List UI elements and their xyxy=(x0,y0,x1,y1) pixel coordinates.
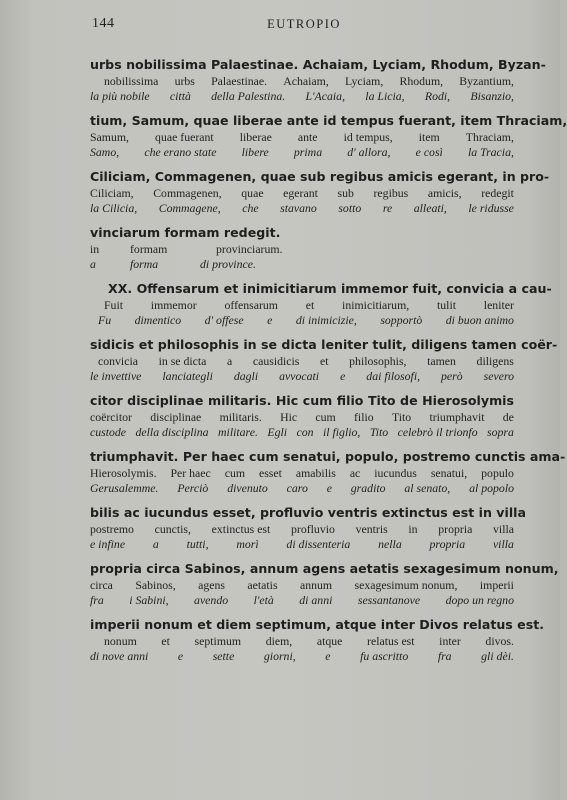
translation-word: dopo un regno xyxy=(445,593,514,607)
italian-line xyxy=(90,649,514,664)
latin-line: imperii nonum et diem septimum, atque inter Divos relatus est. xyxy=(90,617,545,632)
running-title: EUTROPIO xyxy=(267,17,341,31)
page-number: 144 xyxy=(92,16,115,31)
translation-word: dai filosofi, xyxy=(366,369,421,383)
gloss-word: postremo xyxy=(90,522,134,536)
gloss-word: Hic xyxy=(280,410,298,424)
translation-word: sette xyxy=(212,649,235,663)
gloss-word: disciplinae xyxy=(150,410,202,424)
translation-word: sopportò xyxy=(380,313,423,327)
translation-word: prima xyxy=(293,145,323,159)
gloss-word: circa xyxy=(90,578,113,592)
translation-word: i Sabini, xyxy=(129,593,169,607)
italian-line xyxy=(90,89,514,104)
gloss-word: Rhodum, xyxy=(399,74,444,88)
word-order-line xyxy=(90,634,514,649)
gloss-word: Per haec xyxy=(170,466,211,480)
gloss-word: agens xyxy=(198,578,225,592)
word-order-line xyxy=(90,354,514,369)
gloss-word: cum xyxy=(315,410,336,424)
italian-line xyxy=(90,593,514,608)
translation-word: fu ascritto xyxy=(360,649,409,663)
text-block-2 xyxy=(90,112,567,160)
gloss-word: coërcitor xyxy=(90,410,132,424)
latin-line: citor disciplinae militaris. Hic cum filio Tito de Hierosolymis xyxy=(90,393,514,408)
gloss-word: Palaestinae. xyxy=(211,74,268,88)
translation-word: che erano state xyxy=(144,145,217,159)
gloss-word: Thraciam, xyxy=(465,130,514,144)
gloss-word: quae xyxy=(241,186,264,200)
translation-word: Samo, xyxy=(90,145,120,159)
gloss-word: ac xyxy=(349,466,361,480)
gloss-word: a xyxy=(227,354,233,368)
translation-word: di nove anni xyxy=(90,649,149,663)
gloss-word: tulit xyxy=(437,298,457,312)
gloss-word: Byzantium, xyxy=(459,74,514,88)
translation-word: L'Acaia, xyxy=(305,89,346,103)
translation-word: Perciò xyxy=(177,481,209,495)
gloss-word: imperii xyxy=(479,578,514,592)
gloss-word: triumphavit xyxy=(429,410,485,424)
gloss-word: in xyxy=(90,242,100,256)
translation-word: nella xyxy=(378,537,402,551)
word-order-line xyxy=(90,74,514,89)
translation-word: le ridusse xyxy=(468,201,514,215)
gloss-word: Achaiam, xyxy=(283,74,329,88)
word-order-line xyxy=(90,578,514,593)
gloss-word: cunctis, xyxy=(154,522,191,536)
translation-word: e così xyxy=(415,145,443,159)
gloss-word: in se dicta xyxy=(158,354,207,368)
gloss-word: profluvio xyxy=(291,522,335,536)
translation-word: celebrò il trionfo xyxy=(397,425,478,439)
translation-word: al popolo xyxy=(469,481,514,495)
translation-word: d' offese xyxy=(204,313,244,327)
translation-word: l'età xyxy=(253,593,274,607)
translation-word: caro xyxy=(286,481,308,495)
translation-word: e xyxy=(326,481,332,495)
gloss-word: diem, xyxy=(265,634,293,648)
text-block-6 xyxy=(90,336,558,384)
gloss-word: inimicitiarum, xyxy=(342,298,410,312)
latin-line: triumphavit. Per haec cum senatui, populo, postremo cunctis ama- xyxy=(90,449,566,464)
gloss-word: extinctus est xyxy=(211,522,271,536)
text-block-10 xyxy=(90,560,559,608)
translation-word: a xyxy=(152,537,159,551)
latin-line: Ciliciam, Commagenen, quae sub regibus amicis egerant, in pro- xyxy=(90,169,550,184)
gloss-word: propria xyxy=(438,522,473,536)
text-block-9 xyxy=(90,504,526,552)
translation-word: severo xyxy=(483,369,514,383)
gloss-word: convicia xyxy=(98,354,138,368)
translation-word: fra xyxy=(437,649,452,663)
word-order-line xyxy=(90,242,514,257)
translation-word: lanciategli xyxy=(162,369,213,383)
latin-line: tium, Samum, quae liberae ante id tempus fuerant, item Thraciam, xyxy=(90,113,567,128)
gloss-word: immemor xyxy=(150,298,197,312)
translation-word: che xyxy=(242,201,259,215)
translation-word: divenuto xyxy=(227,481,268,495)
gloss-word: relatus est xyxy=(367,634,415,648)
gloss-word: militaris. xyxy=(219,410,262,424)
latin-line: urbs nobilissima Palaestinae. Achaiam, Lyciam, Rhodum, Byzan- xyxy=(90,57,546,72)
gloss-word: regibus xyxy=(373,186,409,200)
translation-word: la più nobile xyxy=(90,89,150,103)
translation-word: propria xyxy=(429,537,466,551)
translation-word: fra xyxy=(90,593,104,607)
translation-word: della Palestina. xyxy=(211,89,286,103)
word-order-line xyxy=(90,186,514,201)
text-block-3 xyxy=(90,168,550,216)
gloss-word: populo xyxy=(481,466,514,480)
latin-line: propria circa Sabinos, annum agens aetatis sexagesimum nonum, xyxy=(90,561,559,576)
text-block-8 xyxy=(90,448,566,496)
gloss-word: id tempus, xyxy=(343,130,393,144)
word-order-line xyxy=(90,410,514,425)
gloss-word: Ciliciam, xyxy=(90,186,134,200)
translation-word: tutti, xyxy=(186,537,209,551)
gloss-word: sub xyxy=(337,186,354,200)
italian-line xyxy=(90,201,514,216)
translation-word: le invettive xyxy=(90,369,142,383)
gloss-word: ante xyxy=(297,130,318,144)
italian-line xyxy=(90,313,514,328)
translation-word: al senato, xyxy=(404,481,451,495)
gloss-word: Hierosolymis. xyxy=(90,466,157,480)
translation-word: e xyxy=(267,313,273,327)
text-block-4 xyxy=(90,224,514,272)
gloss-word: item xyxy=(418,130,440,144)
page-header xyxy=(92,16,516,36)
gloss-word: esset xyxy=(258,466,282,480)
translation-word: di buon animo xyxy=(445,313,514,327)
translation-word: e infine xyxy=(90,537,126,551)
translation-word: sopra xyxy=(487,425,514,439)
translation-word: e xyxy=(340,369,346,383)
gloss-word: divos. xyxy=(485,634,514,648)
word-order-line xyxy=(90,298,514,313)
gloss-word: annum xyxy=(300,578,333,592)
translation-word: e xyxy=(177,649,184,663)
italian-line xyxy=(90,257,514,272)
latin-line: bilis ac iucundus esset, profluvio ventris extinctus est in villa xyxy=(90,505,526,520)
gloss-word: provinciarum. xyxy=(216,242,283,256)
translation-word: Tito xyxy=(369,425,389,439)
italian-line xyxy=(90,145,514,160)
translation-word: a xyxy=(90,257,96,271)
translation-word: Commagene, xyxy=(158,201,221,215)
italian-line xyxy=(90,369,514,384)
translation-word: giorni, xyxy=(263,649,296,663)
translation-word: città xyxy=(169,89,191,103)
translation-word: dimentico xyxy=(134,313,182,327)
translation-word: gli dèi. xyxy=(481,649,514,663)
translation-word: gradito xyxy=(350,481,386,495)
gloss-word: filio xyxy=(354,410,374,424)
gloss-word: philosophis, xyxy=(349,354,407,368)
gloss-word: Lyciam, xyxy=(344,74,384,88)
gloss-word: Commagenen, xyxy=(153,186,222,200)
interlinear-text xyxy=(90,56,567,672)
gloss-word: et xyxy=(305,298,315,312)
gloss-word: quae fuerant xyxy=(155,130,214,144)
translation-word: però xyxy=(441,369,463,383)
translation-word: Fu xyxy=(98,313,112,327)
translation-word: libere xyxy=(241,145,269,159)
translation-word: alleati, xyxy=(413,201,447,215)
translation-word: il figlio, xyxy=(322,425,361,439)
translation-word: stavano xyxy=(280,201,317,215)
translation-word: di dissenteria xyxy=(286,537,351,551)
translation-word: la Cilicia, xyxy=(90,201,138,215)
gloss-word: tamen xyxy=(427,354,456,368)
gloss-word: de xyxy=(502,410,514,424)
translation-word: con xyxy=(296,425,314,439)
word-order-line xyxy=(90,522,514,537)
translation-word: di inimicizie, xyxy=(295,313,357,327)
word-order-line xyxy=(90,130,514,145)
text-block-11 xyxy=(90,616,545,664)
latin-line: vinciarum formam redegit. xyxy=(90,225,281,240)
translation-word: custode xyxy=(90,425,127,439)
translation-word: sotto xyxy=(338,201,362,215)
gloss-word: in xyxy=(408,522,418,536)
gloss-word: villa xyxy=(493,522,514,536)
gloss-word: senatui, xyxy=(430,466,468,480)
text-block-7 xyxy=(90,392,514,440)
gloss-word: et xyxy=(161,634,170,648)
gloss-word: liberae xyxy=(239,130,272,144)
gloss-word: offensarum xyxy=(224,298,278,312)
translation-word: di province. xyxy=(200,257,256,271)
gloss-word: et xyxy=(320,354,329,368)
text-block-5 xyxy=(90,280,552,328)
translation-word: della disciplina xyxy=(135,425,209,439)
translation-word: dagli xyxy=(233,369,259,383)
translation-word: Rodi, xyxy=(424,89,451,103)
gloss-word: Tito xyxy=(391,410,412,424)
latin-line: sidicis et philosophis in se dicta leniter tulit, diligens tamen coër- xyxy=(90,337,558,352)
gloss-word: formam xyxy=(130,242,168,256)
italian-line xyxy=(90,537,514,552)
translation-word: la Tracia, xyxy=(468,145,514,159)
translation-word: la Licia, xyxy=(365,89,405,103)
text-block-1 xyxy=(90,56,546,104)
gloss-word: sexagesimum nonum, xyxy=(354,578,458,592)
gloss-word: egerant xyxy=(283,186,318,200)
translation-word: militare. xyxy=(218,425,258,439)
gloss-word: leniter xyxy=(483,298,514,312)
gloss-word: nonum xyxy=(104,634,137,648)
latin-line: XX. Offensarum et inimicitiarum immemor fuit, convicia a cau- xyxy=(108,281,552,296)
translation-word: avvocati xyxy=(279,369,320,383)
translation-word: Bisanzio, xyxy=(470,89,514,103)
gloss-word: Fuit xyxy=(104,298,124,312)
translation-word: sessantanove xyxy=(357,593,421,607)
gloss-word: causidicis xyxy=(252,354,300,368)
translation-word: d' allora, xyxy=(347,145,391,159)
gloss-word: nobilissima xyxy=(104,74,159,88)
gloss-word: inter xyxy=(439,634,461,648)
gloss-word: aetatis xyxy=(247,578,278,592)
gloss-word: septimum xyxy=(194,634,242,648)
italian-line xyxy=(90,481,514,496)
word-order-line xyxy=(90,466,514,481)
gloss-word: ventris xyxy=(355,522,388,536)
gloss-word: cum xyxy=(224,466,246,480)
gloss-word: Samum, xyxy=(90,130,129,144)
gloss-word: redegit xyxy=(481,186,514,200)
gloss-word: diligens xyxy=(476,354,514,368)
translation-word: morì xyxy=(236,537,259,551)
translation-word: Gerusalemme. xyxy=(90,481,159,495)
translation-word: villa xyxy=(492,537,514,551)
gloss-word: Sabinos, xyxy=(135,578,176,592)
translation-word: re xyxy=(382,201,393,215)
gloss-word: iucundus xyxy=(374,466,417,480)
gloss-word: urbs xyxy=(174,74,195,88)
italian-line xyxy=(90,425,514,440)
translation-word: e xyxy=(325,649,331,663)
translation-word: di anni xyxy=(299,593,333,607)
gloss-word: atque xyxy=(316,634,343,648)
translation-word: forma xyxy=(130,257,159,271)
translation-word: Egli xyxy=(267,425,288,439)
gloss-word: amicis, xyxy=(427,186,462,200)
translation-word: avendo xyxy=(194,593,229,607)
gloss-word: amabilis xyxy=(295,466,336,480)
